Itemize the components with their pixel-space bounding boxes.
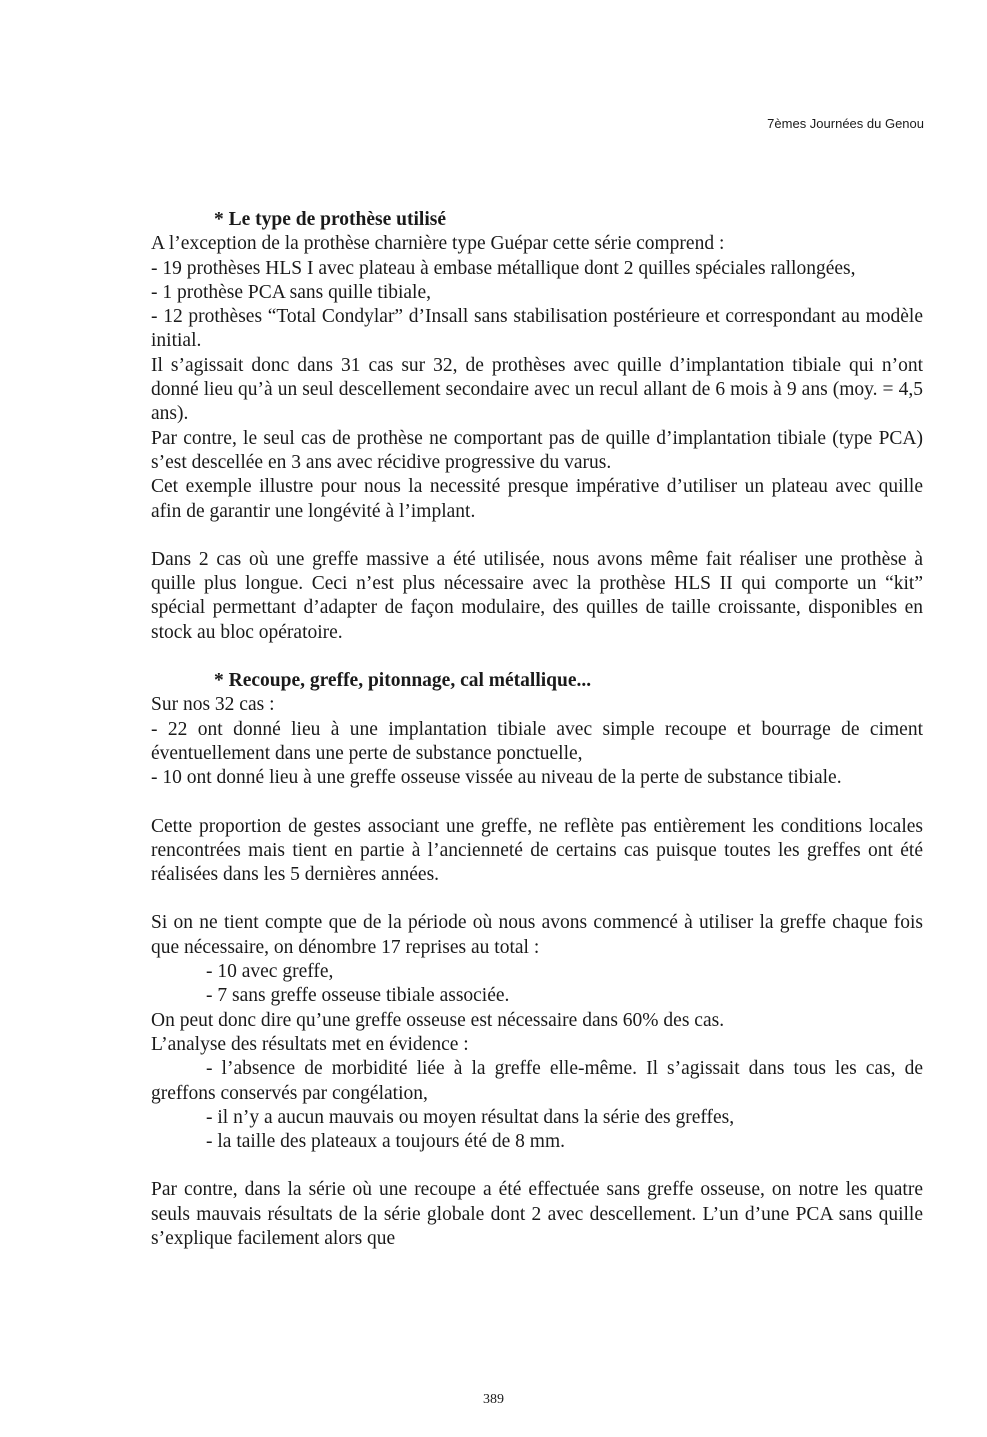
paragraph: Sur nos 32 cas :	[151, 694, 275, 716]
list-item: - 12 prothèses “Total Condylar” d’Insall sans stabilisation postérieure et correspondant au modèle initial.	[151, 306, 923, 352]
paragraph: On peut donc dire qu’une greffe osseuse est nécessaire dans 60% des cas.	[151, 1009, 725, 1031]
paragraph: Dans 2 cas où une greffe massive a été utilisée, nous avons même fait réaliser une prothèse à quille plus longue. Ceci n’est plus nécessaire avec la prothèse HLS II qui comporte un “kit” spécial permettant d’adapter de façon modulaire, des quilles de taille croissante, disponibles en stock au bloc opératoire.	[151, 548, 923, 643]
paragraph-gap	[151, 524, 923, 548]
paragraph-gap	[151, 887, 923, 911]
list-item: - 1 prothèse PCA sans quille tibiale,	[151, 281, 432, 303]
paragraph: Si on ne tient compte que de la période où nous avons commencé à utiliser la greffe chaque fois que nécessaire, on dénombre 17 reprises au total :	[151, 912, 923, 958]
paragraph: Cette proportion de gestes associant une greffe, ne reflète pas entièrement les conditions locales rencontrées mais tient en partie à l’ancienneté de certains cas puisque toutes les greffes ont été réalisées dans les 5 dernières années.	[151, 815, 923, 886]
list-item: - il n’y a aucun mauvais ou moyen résultat dans la série des greffes,	[206, 1106, 735, 1128]
list-item: - 10 avec greffe,	[206, 961, 334, 983]
section-heading-recoupe: * Recoupe, greffe, pitonnage, cal métallique...	[214, 670, 592, 692]
list-item: - la taille des plateaux a toujours été de 8 mm.	[206, 1131, 566, 1153]
list-item: - 22 ont donné lieu à une implantation tibiale avec simple recoupe et bourrage de ciment éventuellement dans une perte de substance ponctuelle,	[151, 718, 923, 764]
paragraph-gap	[151, 1154, 923, 1178]
paragraph: Par contre, le seul cas de prothèse ne comportant pas de quille d’implantation tibiale (type PCA) s’est descellée en 3 ans avec récidive progressive du varus.	[151, 427, 923, 473]
paragraph: Il s’agissait donc dans 31 cas sur 32, de prothèses avec quille d’implantation tibiale qui n’ont donné lieu qu’à un seul descellement secondaire avec un recul allant de 6 mois à 9 ans (moy. = 4,5 ans).	[151, 354, 923, 425]
paragraph: Cet exemple illustre pour nous la necessité presque impérative d’utiliser un plateau avec quille afin de garantir une longévité à l’implant.	[151, 476, 923, 522]
page-number: 389	[483, 1392, 504, 1407]
section-heading-prosthesis-type: * Le type de prothèse utilisé	[214, 209, 447, 230]
list-item: - 7 sans greffe osseuse tibiale associée.	[206, 985, 510, 1007]
body-text	[151, 208, 923, 1251]
paragraph-gap	[151, 645, 923, 669]
paragraph: Par contre, dans la série où une recoupe a été effectuée sans greffe osseuse, on notre les quatre seuls mauvais résultats de la série globale dont 2 avec descellement. L’un d’une PCA sans quille s’explique facilement alors que	[151, 1179, 923, 1249]
paragraph: L’analyse des résultats met en évidence :	[151, 1033, 469, 1055]
running-header: 7èmes Journées du Genou	[767, 116, 924, 131]
list-item: - 19 prothèses HLS I avec plateau à embase métallique dont 2 quilles spéciales rallongées,	[151, 257, 856, 279]
paragraph: A l’exception de la prothèse charnière type Guépar cette série comprend :	[151, 233, 725, 255]
paragraph-gap	[151, 791, 923, 815]
list-item: - 10 ont donné lieu à une greffe osseuse vissée au niveau de la perte de substance tibiale.	[151, 767, 842, 789]
list-item: - l’absence de morbidité liée à la greffe elle-même. Il s’agissait dans tous les cas, de greffons conservés par congélation,	[151, 1058, 923, 1104]
